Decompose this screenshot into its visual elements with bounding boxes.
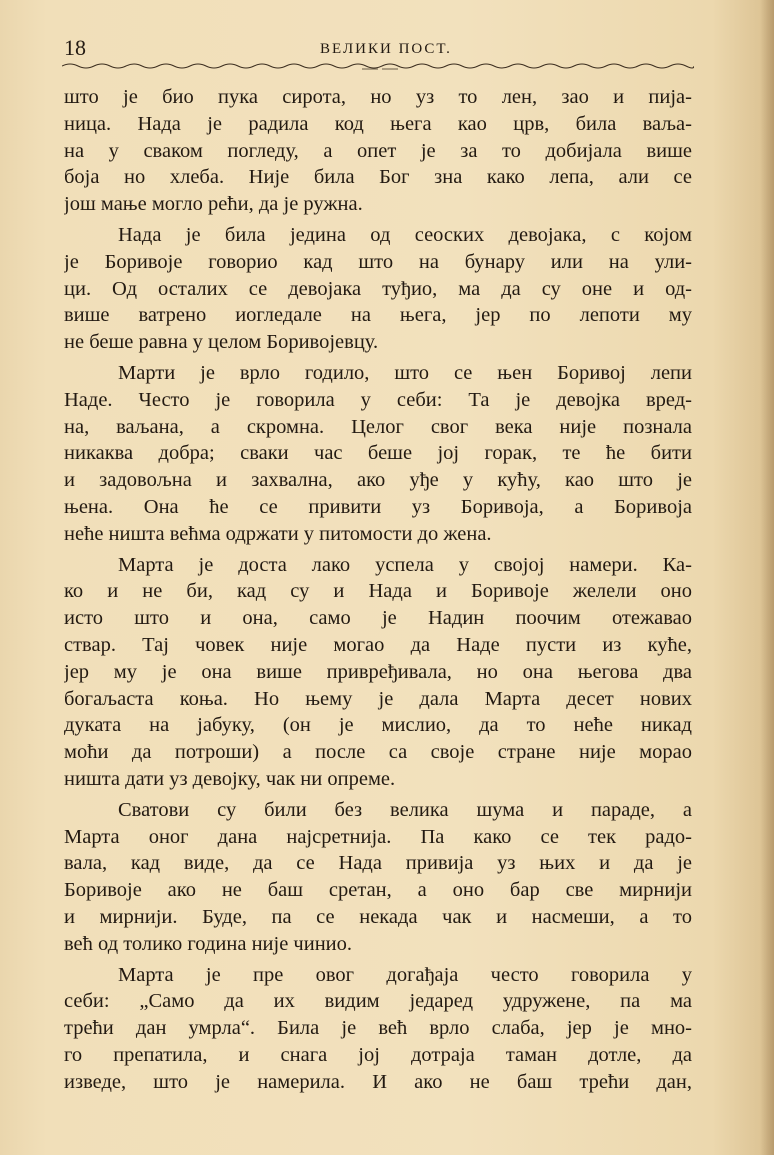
text-line: већ од толико година није чинио. [64, 932, 353, 955]
text-line: исто што и она, само је Надин поочим отежавао [64, 607, 692, 630]
text-line: њена. Она ће се привити уз Боривоја, а Боривоја [64, 495, 692, 518]
text-line: Марти је врло годило, што се њен Боривој лепи [118, 361, 692, 384]
text-line: ци. Од осталих се девојака туђио, ма да су оне и од- [64, 277, 692, 300]
header-rule [62, 60, 694, 72]
paragraph [64, 962, 692, 1096]
text-line: Марта је пре овог догађаја често говорила у [118, 963, 692, 986]
text-line: вала, кад виде, да се Нада привија уз њих и да је [64, 852, 692, 875]
page-number: 18 [64, 35, 86, 60]
text-line: Боривоје ако не баш сретан, а оно бар све мирнији [64, 879, 692, 902]
text-line: више ватрено иогледале на њега, јер по лепоти му [64, 304, 692, 327]
text-line: Марта оног дана најсретнија. Па како се тек радо- [64, 825, 692, 848]
text-line: боја но хлеба. Није била Бог зна како лепа, али се [64, 166, 692, 189]
text-line: Марта је доста лако успела у својој намери. Ка- [118, 553, 692, 576]
text-line: моћи да потроши) а после са своје стране није морао [64, 741, 692, 764]
text-line: Нада је била једина од сеоских девојака, с којом [118, 223, 692, 246]
page-edge-shadow [760, 0, 774, 1155]
text-line: не беше равна у целом Боривојевцу. [64, 331, 379, 354]
text-line: дуката на јабуку, (он је мислио, да то неће никад [64, 714, 692, 737]
text-line: ко и не би, кад су и Нада и Боривоје желели оно [64, 580, 692, 603]
text-line: јер му је она више привређивала, но она његова два [64, 660, 692, 683]
text-line: ствар. Тај човек није могао да Наде пусти из куће, [64, 633, 692, 656]
text-line: го препатила, и снага јој дотраја таман дотле, да [64, 1043, 692, 1066]
text-line: још мање могло рећи, да је ружна. [64, 193, 363, 216]
text-line: и мирнији. Буде, па се некада чак и насмеши, а то [64, 905, 692, 928]
text-line: и задовољна и захвална, ако уђе у кућу, као што је [64, 469, 692, 492]
paragraph [64, 222, 692, 356]
paragraph [64, 552, 692, 793]
text-line: трећи дан умрла“. Била је већ врло слаба, јер је мно- [64, 1017, 692, 1040]
text-line: себи: „Само да их видим једаред удружене, па ма [64, 990, 692, 1013]
paragraph [64, 360, 692, 548]
text-line: на, ваљана, а скромна. Целог свог века није познала [64, 415, 692, 438]
text-line: Сватови су били без велика шума и параде, а [118, 798, 692, 821]
paragraph [64, 84, 692, 218]
text-line: на у сваком погледу, а опет је за то добијала више [64, 139, 692, 162]
text-line: ништа дати уз девојку, чак ни опреме. [64, 767, 396, 790]
text-line: је Боривоје говорио кад што на бунару или на ули- [64, 250, 692, 273]
text-line: изведе, што је намерила. И ако не баш трећи дан, [64, 1070, 692, 1093]
text-line: Наде. Често је говорила у себи: Та је девојка вред- [64, 388, 692, 411]
text-line: неће ништа већма одржати у питомости до жена. [64, 522, 492, 545]
body-text [64, 84, 692, 1095]
text-line: ница. Нада је радила код њега као црв, била ваља- [64, 112, 692, 135]
text-line: што је био пука сирота, но уз то лен, зао и пија- [64, 86, 692, 108]
text-line: богаљаста коња. Но њему је дала Марта десет нових [64, 687, 692, 710]
running-title: ВЕЛИКИ ПОСТ. [320, 41, 452, 57]
paragraph [64, 797, 692, 958]
text-line: никаква добра; сваки час беше јој горак, те ће бити [64, 442, 692, 465]
